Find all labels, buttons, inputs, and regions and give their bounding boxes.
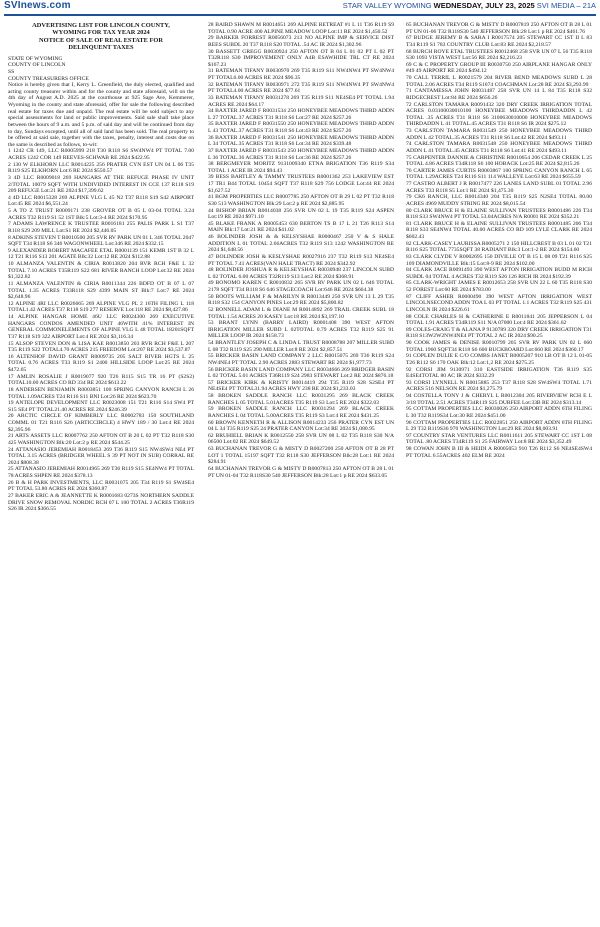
listing-entry: 29 BARKER FORREST R0056073 213 NO ALPINE IMP & SERVICE DIST REES SUBDL 20 T37 R118 S20 TOTAL .54 AC IR 2024 $1,302.96 <box>208 35 394 48</box>
listing-entry: 44 BISHOP BRIAN R0014038 256 SVR UN 02 L 19 T35 R119 S24 ASPEN Lot:19 RE 2024 $971.10 <box>208 207 394 221</box>
listing-entry: 64 BUCHANAN TREVOR G & MISTY D R0007813 250 AFTON OT B 28 L 01 PT UN 01-04 T32 R118S30 540 JEFFERSON Blk:28 Lot:1 p RE 2024 $633.05 <box>208 465 394 479</box>
listing-entry: 34 BAXTER JARED F R0031534 250 HONEYBEE MEADOWS THIRD ADDN L 27 TOTAL.37 ACRES T31 R118 S6 Lot:27 RE 2024 $257.26 <box>208 108 394 121</box>
listing-entry: 3 4D LLC R0009018 269 HANGARS AT THE REFUGE PHASE IV UNIT 2/TOTAL 10079 SQFT WITH UNDIVIDED INTEREST IN CCE 137 R118 S19 209 REFUGE Lot:21 RE 2024 $17,399.62 <box>8 174 194 195</box>
listing-entry: 28 BAIRD SHAWN M R0014651 269 ALPINE RETREAT #1 L 11 T36 R119 S9 TOTAL 0.90 ACRE 400 ALPINE MEADOW LOOP Lot:11 RE 2024 $1,450.52 <box>208 22 394 35</box>
section-page: SVI MEDIA – 21A <box>536 1 596 10</box>
listing-entry: 38 BERGMEYER MORITZ 9131009340 ETNA BRIGATION T36 R119 S34 TOTAL 1 ACRE IR 2024 $94.43 <box>208 161 394 174</box>
paper-name: STAR VALLEY WYOMING <box>342 1 432 10</box>
running-head <box>343 1 596 10</box>
listing-entry: 4 4D LLC R0015328 269 ALPINE VLG L 45 N2 T37 R118 S19 S42 AIRPORT Lot:45 RE 2024 $6,551.24 <box>8 194 194 208</box>
listing-entry: 68 BURCH ROYE ETAL TRUSTEES R0012468 258 SVR UN 07 L 56 T35 R118 S30 1093 VISTA WEST Lot:56 RE 2024 $2,216.23 <box>406 48 592 62</box>
listing-entries <box>8 148 194 512</box>
notice-title-line: DELINQUENT TAXES <box>68 44 134 52</box>
listing-entry: 58 BROKEN SADDLE RANCH LLC R0031295 269 BLACK CREEK RANCHES L 05 TOTAL 5.01ACRES T35 R119 S3 Lot:5 RE 2024 $322.03 <box>208 393 394 406</box>
listing-entry: 35 BAXTER JARED F R0031550 250 HONEYBEE MEADOWS THIRD ADDN L 43 TOTAL.37 ACRES T31 R118 S6 Lot:43 RE 2024 $257.26 <box>208 121 394 134</box>
listing-entry: 7 ADAMS LAWRENCE K TRUSTEE R0016181 255 PALIS PARK L S1 T37 R118 S29 209 MILL Lot:S1 RE 2024 $2,446.05 <box>8 221 194 234</box>
listing-entry: 69 C & C PROPERTY GROUP III R0030750 250 AIRPLANE HANGAR ONLY #49 49 AIRPORT RE 2024 $494.12 <box>406 61 592 75</box>
listing-entry: 5 A TO Z TRUST R0009171 238 GROVER OT B 05 L 03-04 TOTAL 3.24 ACRES T32 R119 S1 52 1ST Blk:5 Lot:3-4 RE 2024 $170.95 <box>8 208 194 221</box>
listing-entry: 76 CARTER JAMES CURTIS R0003867 100 SPRING CANYON RANCH L 65 TOTAL 1.29ACRES T24 R116 S11 114 WALLEYE Lot:63 RE 2024 $655.59 <box>406 167 592 181</box>
listing-entry: 41 BGM PROPERTIES LLC R0007785 250 AFTON OT B 29 L 02 PT T32 R118 S30 513 WASHINGTON Blk:29 Lot:2 p RE 2024 $2,885.95 <box>208 194 394 207</box>
listing-entry: 90 COOK JAMES & DENISE R0010799 205 SVR RV PARK UN 02 L 660 TOTAL 1960 SQFT34 R118 S6 600 BUCKBOARD Lot:660 RE 2024 $360.17 <box>406 340 592 353</box>
listing-entry: 49 BONOMO KAREN C R0010832 265 SVR RV PARK UN 02 L 646 TOTAL 2178 SQFT T34 R118 S6 646 STAGECOACH Lot:646 RE 2024 $664.38 <box>208 280 394 293</box>
listing-entry: 74 CARLSTON TAMARA R0031548 250 HONEYBEE MEADOWS THIRD ADDN L 41 TOTAL.45 ACRES T31 R118 S6 Lot:41 RE 2024 $493.11 <box>406 141 592 154</box>
listing-entry: 89 COLES-CRAIG T & ALANA P 9130789 320 DRY CREEK IRRIGATION T31 R118 S13W2W2NW4NE4 PT TOTAL 2 AC IR 2024 $90.25 <box>406 326 592 340</box>
page-header <box>4 0 596 16</box>
listing-entry: 24 ATTANASIO JEREMIAH R0018453 269 T36 R119 S15 NW4SW4 NE4 PT TOTAL 3.15 ACRES (BRIDGER WHEEL S 39 PT NOT IN SUB) CORRAL RE 2024 $808.38 <box>8 446 194 466</box>
listing-entry: 1 1242 CR 149, LLC R0005999 218 T30 R118 S6 SW4NW4 PT TOTAL 7.00 ACRES 1242 COR 149 REEVES-SCHWAB RE 2024 $422.95 <box>8 148 194 161</box>
listing-entry: 63 BUCHANAN TREVOR G & MISTY D R0027200 250 AFTON OT B 28 PT LOT 1 TOTAL 15197 SQFT T32 R118 S30 JEFFERSON Blk:28 Lot:1 RE 2024 $284.91 <box>208 446 394 466</box>
listing-entry: 87 CLIFF ASHER R0000490 390 WEST AFTON IRRIGATION WEST LINCOLNSECOND ADDN TOA L 03 PT TOTAL 1.1 ACRES T32 R119 S25 431 LINCOLN IR 2024 $226.61 <box>406 293 592 313</box>
listing-entry: 53 BRANT LYNN (BARRY LAIRD) R0001408 390 WEST AFTON IRRIGATION MILLER SUBD L 02TOTAL 0.79 ACRES T32 R119 S25 91 MILLER LOOP IR 2024 $158.73 <box>208 320 394 340</box>
listing-entry: 93 CORSI LYNNELL N R0015885 253 T37 R118 S28 SW4SW4 TOTAL 1.71 ACRES 516 NELSON RE 2024 $1,275.79 <box>406 379 592 393</box>
listing-entry: 81 CLARK BRUCE H & ELAINE SULLIVAN TRUSTEES R0001485 206 T34 R118 S33 SE4NW4 TOTAL 40.00 ACRES CO RD 109 LYLE CLARK RE 2024 $602.43 <box>406 220 592 240</box>
listing-entry: 70 CALL TERRIL L R0021579 204 RIVER BEND MEADOWS SUBD L 28 TOTAL 2.06 ACRES T34 R119 S1074 COACHMAN Lot:28 RE 2024 $3,293.99 <box>406 75 592 88</box>
listing-entry: 45 BLAKE FRANK A R0005453 630 BERTON TS B 17 L 21 T26 R113 S14 MAIN Blk:17 Lot:21 RE 2024 $41.02 <box>208 220 394 234</box>
listing-entry: 16 ALTENHOF DAVID GRANT R0009735 205 SALT RIVER HGTS L 25 TOTAL 0.76 ACRES T33 R119 S1 2400 HILLSIDE LOOP Lot:25 RE 2024 $472.65 <box>8 353 194 373</box>
listing-entry: 54 BRANTLEY JOSEPH C & LINDA L TRUST R0008788 207 MILLER SUBD L 08 T32 R119 S25 290 MILLER Lot:8 RE 2024 $2,857.51 <box>208 340 394 353</box>
listing-entry: 94 COSTELLA TONY J & CHERYL L R0012304 205 RIVERVIEW RCH E L 3/18 TOTAL 2.51 ACRES T34R119 S25 DURFEE Lot:33B RE 2024 $313.14 <box>406 393 592 406</box>
listing-entry: 79 CK6 RANCH, LLC R0014340 204 T35 R119 S25 N2SE4 TOTAL 80.00 ACRES 4969 MUDDY STRING RE 2024 $8,015.54 <box>406 194 592 207</box>
notice-title-line: NOTICE OF SALE OF REAL ESTATE FOR <box>39 36 163 44</box>
listing-entry: 85 CLARK-WRIGHT JAMES E R0012653 258 SVR UN 22 L 60 T35 R118 S30 52 FOREST Lot:60 RE 2024 $783.00 <box>406 280 592 293</box>
listing-entry: 80 CLARK BRUCE H & ELAINE SULLIVAN TRUSTEES R0001486 226 T34 R118 S33 SW4NW4 PT TOTAL 53.04ACRES N/A R0001 RE 2024 $352.21 <box>406 207 592 221</box>
heading-line: COUNTY TREASURERS OFFICE <box>8 75 89 82</box>
listing-entry: 9 ALEXANDER ROBERT MACAFEE ETAL R0001139 151 KEMR 1ST B 32 L 12 T21 R116 S13 201 AGATE Blk:32 Lot:12 RE 2024 $112.88 <box>8 247 194 261</box>
listing-entry: 57 BRICKER KIRK & KRISTY R0014419 294 T35 R119 S28 S2SE4 PT NE4SE4 PT TOTAL31.94 ACRES HWY 238 RE 2024 $1,233.03 <box>208 379 394 393</box>
listing-entry: 88 COLE CHARLES H & CATHERINE E R0011841 205 JEPPERSON L 04 TOTAL 1.91 ACRES T34R119 S11 N/A 07000 Lot:4 RE 2024 $361.62 <box>406 313 592 327</box>
listing-entry: 62 BRUHIELL BRIAN K R0012550 258 SVR UN 08 L 02 T35 R118 S30 N/A 06500 Lot:02 RE 2024 $649.52 <box>208 432 394 446</box>
listing-entry: 83 CLARK CLYDE V R0002695 150 DIVILLE OT B 15 L 08 09 T21 R116 S25 109 DIAMONDVILLE Blk:15 Lot:8-9 RE 2024 $102.00 <box>406 253 592 267</box>
listing-entries <box>406 22 592 459</box>
listing-entry: 59 BROKEN SADDLE RANCH LLC R0031294 269 BLACK CREEK RANCHES L 04 TOTAL 5.00ACRES T35 R119 S3 Lot:4 RE 2024 $431.25 <box>208 406 394 419</box>
listing-entry: 31 BATEMAN TIFANY R0030970 269 T35 R119 S11 NW4NW4 PT SW4NW4 PT TOTAL6.00 ACRES RE 2024 $96.35 <box>208 68 394 81</box>
listing-entry: 20 ARCTIC CIRCLE OF KIMBERLY LLC R0002783 150 SOUTHLAND COMML 01 T21 R116 S26 (ARTICCIRCLE) 4 HWY 189 / 30 Lot:4 RE 2024 $2,395.96 <box>8 413 194 433</box>
listing-entry: 77 CASTRO ALBERT J R R0017477 226 LANES LAND SUBL 01 TOTAL 2.96 ACRES T33 R118 S5 Lot:1 RE 2024 $1,475.30 <box>406 181 592 194</box>
listing-entry: 33 BATEMAN TIFANY R0031278 269 T35 R119 S11 NE4SE4 PT TOTAL 1.94 ACRES RE 2024 $64.17 <box>208 94 394 108</box>
listing-entry: 96 COTTAM PROPERTIES LLC R0022851 250 AIRPORT ADDN 6TH FILING L 29 T32 R119S36 970 WASHINGTON Lot:29 RE 2024 $8,003.91 <box>406 419 592 433</box>
notice-heading <box>8 56 194 83</box>
listing-entry: 46 BOLINDER JOSH & & KELSYSHAE R0000467 250 V & S HALE ADDITION L 01 TOTAL 2.66ACRES T32 R119 S13 1242 WASHINGTON RE 2024 $1,648.56 <box>208 234 394 254</box>
listing-entry: 8 ADKINS STEVEN T R0010500 205 SVR RV PARK UN 01 L 346 TOTAL 2047 SQFT T34 R118 S6 346 WAGONWHEEL Lot:346 RE 2024 $332.15 <box>8 234 194 248</box>
notice-intro: Notice is hereby given that I, Kerry L. Greenfield, the duly elected, qualified and acting county treasurer within and for the county and state aforesaid, will on the 4th day of August A.D. 2025 at the courthouse at 925 Sage Ave, Kemmerer, Wyoming in the county and state aforesaid, offer for sale the following described real estate for taxes due and unpaid. The real estate will be sold subject to any special assessments for land or public improvements. Said sale shall take place between the hours of 9 a.m. and 5 p.m. of said day and will be continued from day to day, Sundays excepted, until all of said land has been sold. The real property to be offered at said sale, together with the taxes, penalty, interest and costs due on the same is described as follows, to-wit: <box>8 82 194 148</box>
column-3 <box>406 22 592 924</box>
listing-entry: 30 BASSETT GREGG R0030924 250 AFTON OT B 04 L 01 02 PT L 02 PT T32R118 S30 IMPROVEMENT ONLY A4B ESAWHIDE TRL CT RE 2024 $167.23 <box>208 48 394 68</box>
listing-entry: 25 ATTANASIO JEREMIAH R0014965 269 T36 R119 S15 SE4NW4 PT TOTAL 78 ACRES SHPEN RE 2024 $378.13 <box>8 466 194 479</box>
listing-entry: 17 AMLIN ROSALIE J R0019077 920 T26 R115 S15 TR 16 PT (S2S2) TOTAL10.00 ACRES CO RD 334 RE 2024 $613.22 <box>8 373 194 387</box>
listing-entry: 84 CLARK JACE R0091493 390 WEST AFTON IRRIGATION BUDD M RICH SUBDL 04 TOTAL 4 ACRES T32 R119 S26 126 RICH IR 2024 $192.39 <box>406 267 592 280</box>
listing-entry: 11 ALMANZA VALENTIN & CIRIA R0011344 226 BDFD OT B 07 L 07 TOTAL 1.35 ACRES T33R118 S29 4399 MAIN ST Blk:7 Lot:7 RE 2024 $2,648.96 <box>8 280 194 301</box>
listing-entry: 95 COTTAM PROPERTIES LLC R0030026 250 AIRPORT ADDN 6TH FILING L 30 T32 R119S34 Lot:30 RE 2024 $451.00 <box>406 406 592 419</box>
listing-entry: 2 130 W ELKHORN LLC R0014225 256 PRATER CYN EST UN 04 L 06 T35 R119 S25 ELKHORN Lot:6 RE 2024 $550.57 <box>8 161 194 175</box>
listing-entry: 26 B & H PARK INVESTMENTS, LLC R0031075 205 T34 R119 S1 SW4SE4 PT TOTAL 53.80 ACRES RE 2024 $360.87 <box>8 479 194 493</box>
listing-entry: 60 BROWN KENNETH R & ALLISON R0014233 256 PRATER CYN EST UN 04 L 34 T35 R119 S25 24 PRATER CANYON Lot:34 RE 2024 $1,080.95 <box>208 419 394 433</box>
issue-date: WEDNESDAY, JULY 23, 2025 <box>433 1 535 10</box>
listing-entry: 75 CARPENTER DANNIE & CHRISTINE R0010654 206 CEDAR CREEK L 25 TOTAL 4.86 ACRES T34R118 S6 100 HOBACK Lot:25 RE 2024 $2,815.26 <box>406 154 592 168</box>
listing-entry: 39 BESS BARTLEY & TAMMY TRUSTEES R0001362 253 LAKEVIEW EST 17 TR1 B44 TOTAL 10454 SQFT T37 R118 S29 756 LODGE Lot:44 RE 2024 $1,627.52 <box>208 174 394 194</box>
listing-entry: 52 BONNELL ADAM L & DIANE M R0014892 269 TRAIL CREEK SUBL 18 TOTAL 1.54 ACRES 20 KASEY Lot:18 RE 2024 $3,197.10 <box>208 306 394 320</box>
listing-entry: 71 CANTAMESSA JOHN R0031487 258 SVR UN 14 L 84 T35 R118 S32 RIDGECREST Lot:84 RE 2024 $656.26 <box>406 88 592 101</box>
listing-entry: 65 BUCHANAN TREVOR G & MISTY D R0007819 250 AFTON OT B 28 L 01 PT UN 01-06 T32 R118S30 540 JEFFERSON Blk:28 Lot:1 p RE 2024 $461.76 <box>406 22 592 35</box>
listing-entry: 12 ALPINE 4RI LLC R0026665 269 ALPINE VLG PL 2 16TH FILING L 118 TOTAL1.42 ACRES T37 R118 S19 277 RESERVE Lot:118 RE 2024 $8,427.86 <box>8 300 194 314</box>
listing-entry: 27 BAKER ERIC A & JEANNETTE K R0001683 0273S NORTHERN SADDLE DRIVE SNOW REMOVAL NORDIC RCH 07 L 100 TOTAL 2 ACRES T36R119 S26 IR 2024 $366.55 <box>8 492 194 513</box>
listing-entry: 15 ALSOP STEVEN DON & LISA KAE R0013850 203 RVR RCH F&E L 207 T35 R119 S22 TOTAL4.70 ACRES 215 FREEDOM Lot:207 RE 2024 $3,537.87 <box>8 340 194 354</box>
listing-entry: 56 BRICKER BASIN LAND COMPANY LLC R0034666 269 BRIDGER BASIN L 02 TOTAL 5.01 ACRES T36R119 S24 2983 STEWART Lot:2 RE 2024 $876.18 <box>208 366 394 380</box>
listing-entry: 19 ANTELOPE DEVELOPMENT LLC R0023008 151 T21 R116 S14 SW4 PT S15 SE4 PT TOTAL21.40 ACRES RE 2024 $246.39 <box>8 400 194 413</box>
listing-entry: 10 ALMANZA VALENTIN & CIRIA R0013820 204 RVR RCH F&E L 32 TOTAL 7.10 ACRES T35R119 S22 681 RIVER RANCH LOOP Lot:32 RE 2024 $1,322.82 <box>8 261 194 281</box>
listing-entry: 21 ARTS ASSETS LLC R0007762 250 AFTON OT B 20 L 02 PT T32 R118 S30 425 WASHINGTON Blk:20 Lot:2 p RE 2024 $544.25 <box>8 433 194 446</box>
listing-entry: 97 COUNTRY STAR VENTURES LLC R0011611 205 STEWART CC 1ST L 08 TOTAL .80 ACRES T34R119 S1 25 FAIRWAY Lot:8 RE 2024 $3,352.49 <box>406 432 592 446</box>
notice-title <box>8 22 194 52</box>
listing-entry: 98 COWAN JOHN B III & HEIDI A R0005053 910 T26 R112 S6 NE4SE4SW4 PT TOTAL 6.55ACRES 402 ELM RE 2024 <box>406 446 592 459</box>
column-1 <box>8 22 194 924</box>
listing-entry: 72 CARLSTON TAMARA R0091432 320 DRY CREEK IRRIGATION TOTAL ACRES 0.03100030010100 HONEYBEE MEADOWS THIRDADDN L 42 TOTAL .35 ACRES T31 R118 S6 3100630010000 HONEYBEE MEADOWS THIRDADDN L 41 TOTAL.45 ACRES T31 R118 S6 IR 2024 $275.12 <box>406 101 592 128</box>
listing-entry: 18 ANDERSEN BENJAMIN R0003851 100 SPRING CANYON RANCH L 26 TOTAL 1.09ACRES T24 R116 S11 BNI Lot:26 RE 2024 $623.70 <box>8 386 194 400</box>
listing-entry: 82 CLARK-CASEY LAURISSA R0005271 2 150 HILLCREST B 03 L 01 02 T21 R116 S25 TOTAL 7735SQFT 38 RADIANT Blk:3 Lot:1-2 RE 2024 $154.60 <box>406 240 592 254</box>
heading-line: COUNTY OF LINCOLN <box>8 62 66 69</box>
listing-entry: 47 BOLINDER JOSH & KESLYSHAE R0027916 237 T32 R119 S13 NE4SE4 PT TOTAL 7.41 ACRES(VAN HALE TRACT) RE 2024 $342.92 <box>208 253 394 267</box>
listing-entries <box>208 22 394 479</box>
listing-entry: 92 CORSI JIM 9130971 310 EASTSIDE IRRIGATION T36 R119 S35 E4SE4TOTAL 80 AC IR 2024 $332.29 <box>406 366 592 380</box>
listing-entry: 91 COPLEN DULIE E C/O COMBS JANET R0005207 910 LB OT B 12 L 01-05 T26 R112 S6 170 OAK Blk:12 Lot:1,2 RE 2024 $275.25 <box>406 353 592 366</box>
listing-entry: 73 CARLSTON TAMARA R0031549 250 HONEYBEE MEADOWS THIRD ADDN L 42 TOTAL.35 ACRES T31 R118 S6 Lot:42 RE 2024 $493.11 <box>406 128 592 141</box>
listing-entry: 37 BAXTER JARED F R0031543 250 HONEYBEE MEADOWS THIRD ADDN L 36 TOTAL.36 ACRES T31 R118 S6 Lot:36 RE 2024 $257.26 <box>208 147 394 161</box>
listing-entry: 48 BOLINDER JOSHUA R & KELSEYSHAE R0030948 237 LINCOLN SUBD L 02 TOTAL 6.00 ACRES T32R119 S13 Lot:2 RE 2024 $368.91 <box>208 267 394 280</box>
heading-line: SS <box>8 68 15 75</box>
listing-entry: 36 BAXTER JARED F R0031541 250 HONEYBEE MEADOWS THIRD ADDN L 34 TOTAL.35 ACRES T31 R118 S6 Lot:34 RE 2024 $339.48 <box>208 134 394 148</box>
heading-line: STATE OF WYOMING <box>8 55 63 62</box>
listing-entry: 32 BATEMAN TIFANY R0030971 272 T35 R119 S11 NW4NW4 PT SW4NW4 PT TOTAL4.00 ACRES RE 2024 $77.61 <box>208 81 394 95</box>
notice-title-line: ADVERTISING LIST FOR LINCOLN COUNTY, <box>32 22 170 29</box>
notice-title-line: WYOMING FOR TAX YEAR 2024 <box>52 29 150 37</box>
listing-entry: 55 BRICKER BASIN LAND COMPANY 2 LLC R0015075 269 T36 R119 S24 NW4NE4 PT TOTAL 2.90 ACRES 2883 STEWART RE 2024 $1,977.73 <box>208 353 394 366</box>
column-2 <box>208 22 394 924</box>
site-name[interactable]: SVInews.com <box>4 0 71 11</box>
listing-entry: 67 BUDGE JEREMY B & SARA I R0017574 205 STEWART CC 1ST II L 83 T34 R119 S1 783 COUNTRY CLUB Lot:83 RE 2024 $2,218.57 <box>406 35 592 48</box>
listing-entry: 50 BOOTS WILLIAM F & MARILYN R R0013449 250 SVR UN 13 L 29 T35 R118 S32 154 CANYON PINES Lot:29 RE 2024 $5,800.82 <box>208 293 394 307</box>
listing-entry: 14 ALPINE HANGAR HOME 46U LLC R0024300 269 EXECUTIVE HANGARS CONDOS AMENDED UNIT 46WITH 41% INTEREST IN GENERAL COMMONELEMENTS OF ALPINE VLG L 48 TOTAL 18201SQFT T37 R118 S19 322 AIRPORT Lot:4 RE 2024 $3,116.34 <box>8 314 194 340</box>
